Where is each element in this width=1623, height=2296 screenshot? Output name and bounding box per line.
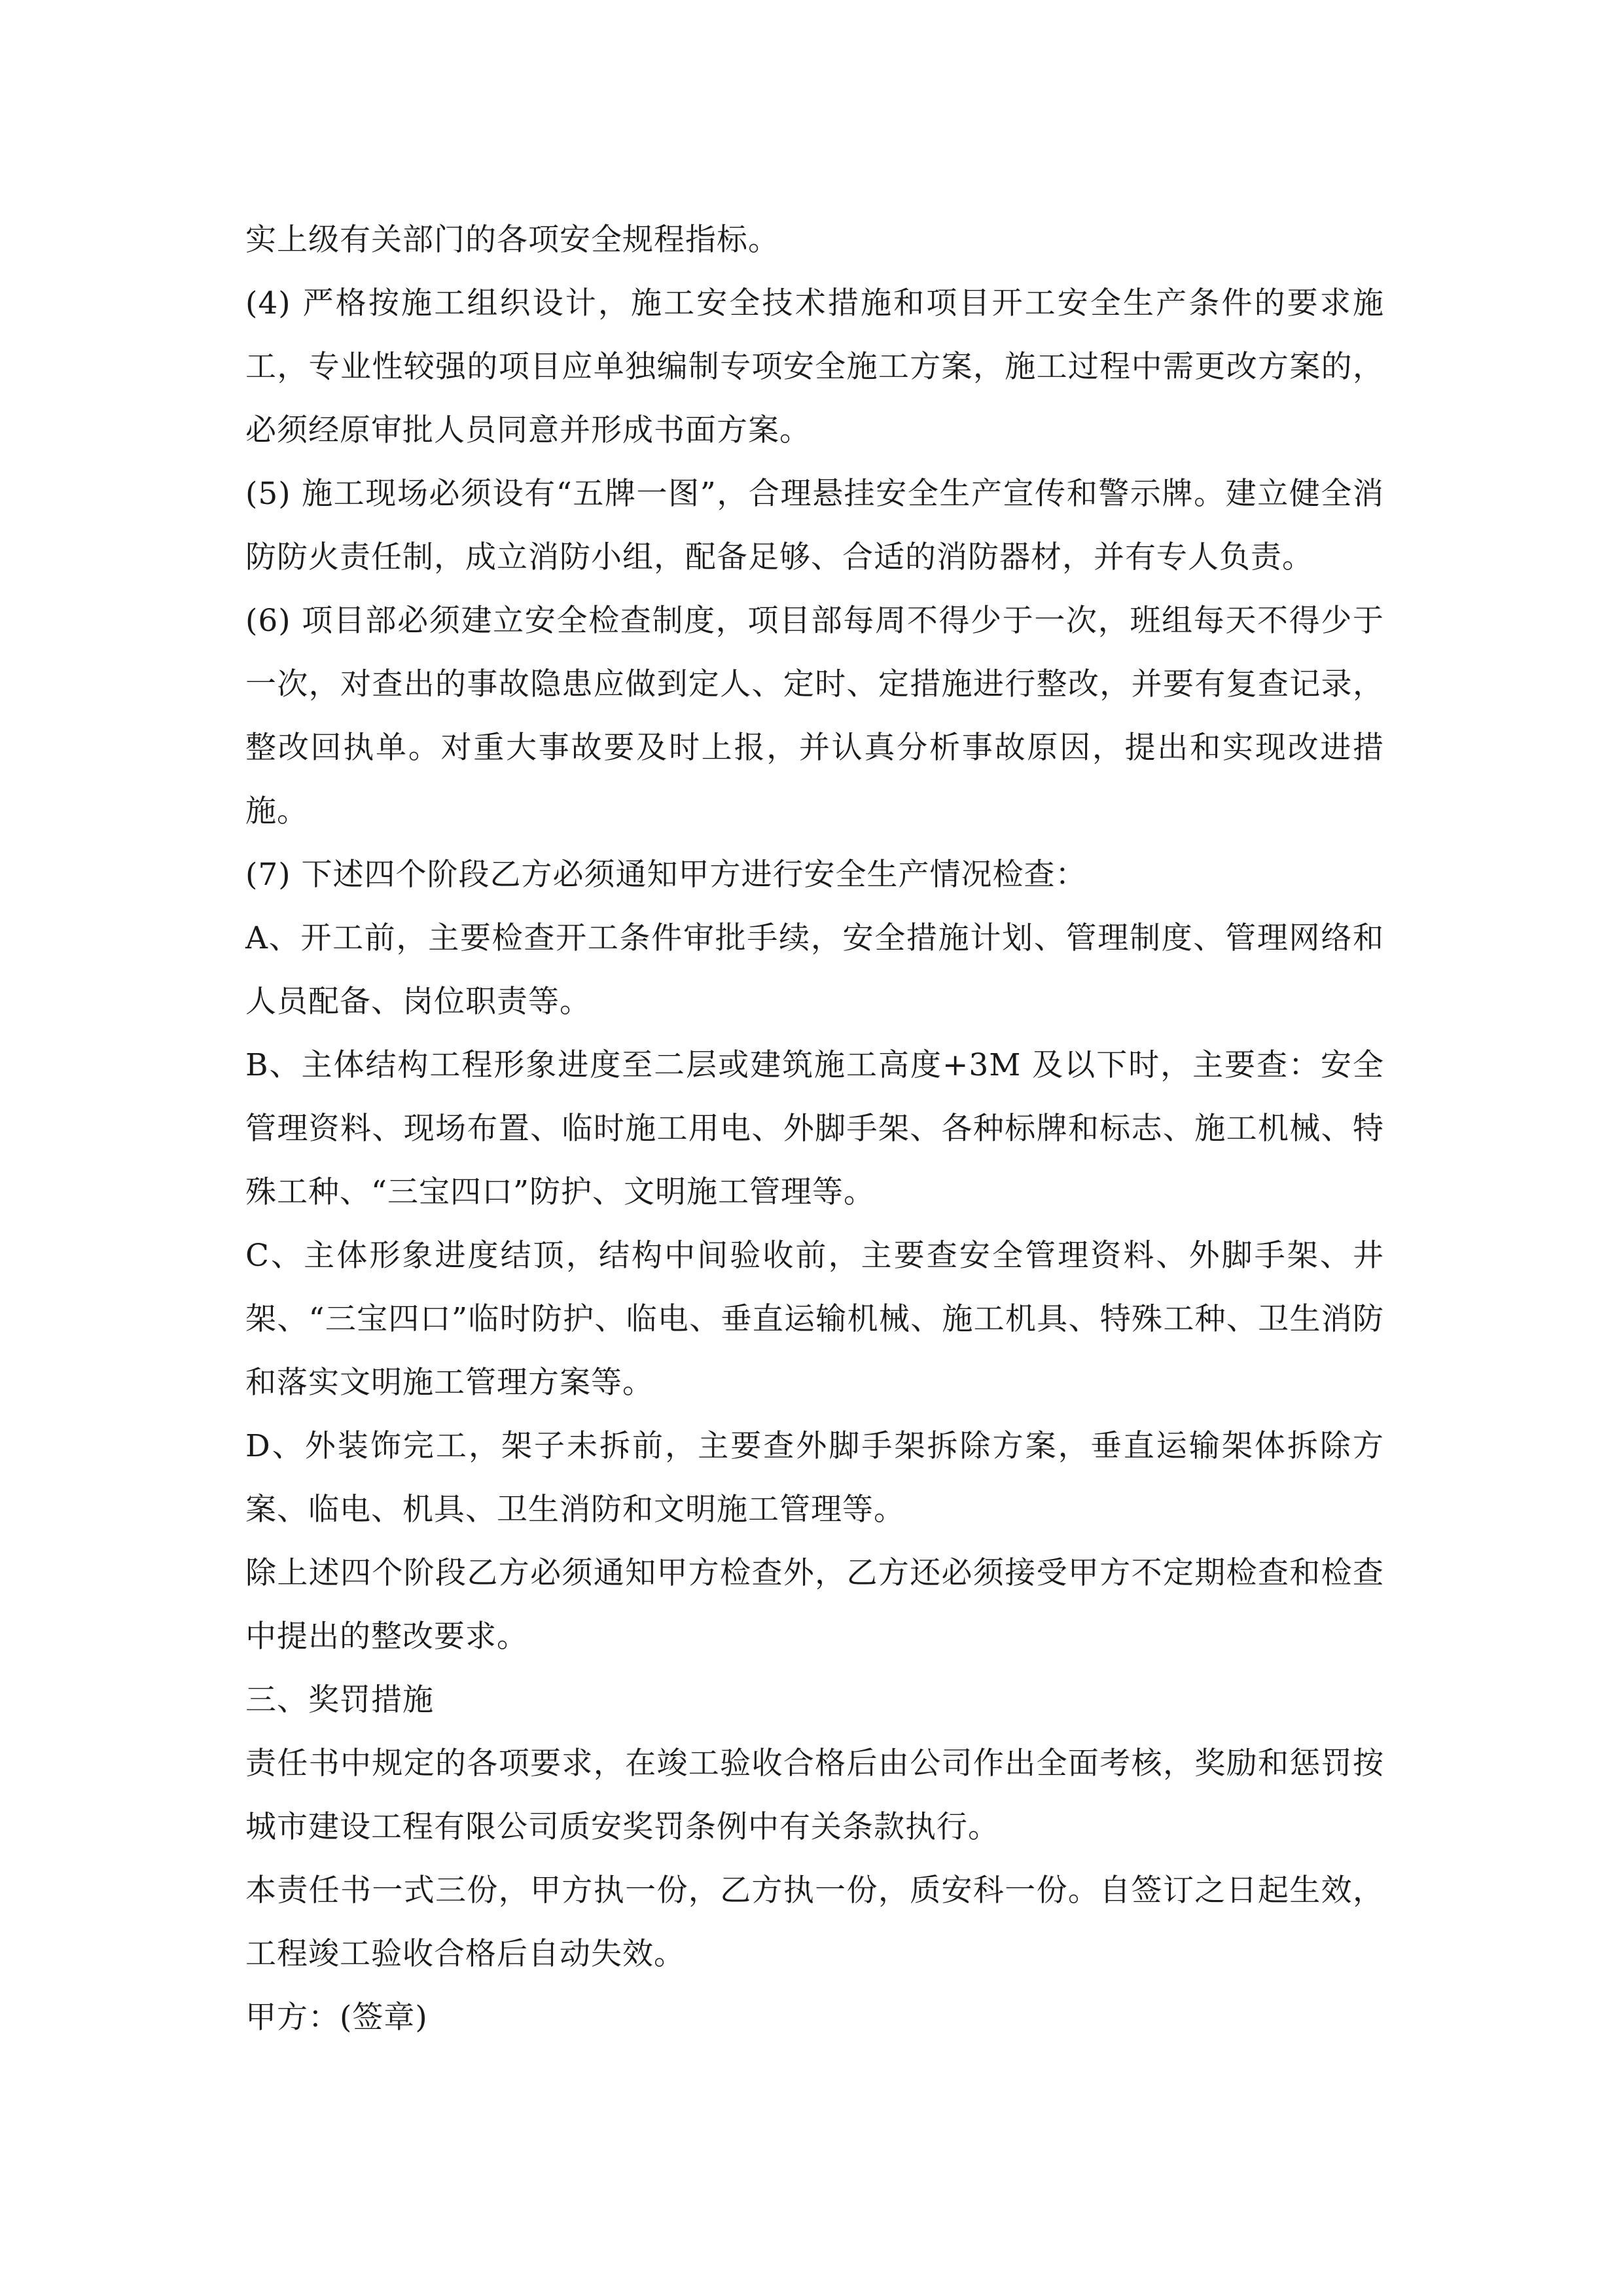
paragraph-additional-inspection: 除上述四个阶段乙方必须通知甲方检查外，乙方还必须接受甲方不定期检查和检查中提出的整改要求。 [245,1555,1384,1655]
paragraph-continuation: 实上级有关部门的各项安全规程指标。 [245,222,779,258]
paragraph-item-6: (6) 项目部必须建立安全检查制度，项目部每周不得少于一次，班组每天不得少于一次，对查出的事故隐患应做到定人、定时、定措施进行整改，并要有复查记录，整改回执单。对重大事故要及时上报，并认真分析事故原因，提出和实现改进措施。 [245,603,1384,829]
paragraph-copies-validity: 本责任书一式三份，甲方执一份，乙方执一份，质安科一份。自签订之日起生效，工程竣工验收合格后自动失效。 [245,1873,1384,1972]
paragraph-item-5: (5) 施工现场必须设有“五牌一图”，合理悬挂安全生产宣传和警示牌。建立健全消防防火责任制，成立消防小组，配备足够、合适的消防器材，并有专人负责。 [245,476,1384,575]
paragraph-stage-b: B、主体结构工程形象进度至二层或建筑施工高度+3M 及以下时，主要查：安全管理资料、现场布置、临时施工用电、外脚手架、各种标牌和标志、施工机械、特殊工种、“三宝四口”防护、文明施工管理等。 [245,1047,1384,1210]
paragraph-item-4: (4) 严格按施工组织设计，施工安全技术措施和项目开工安全生产条件的要求施工，专业性较强的项目应单独编制专项安全施工方案，施工过程中需更改方案的，必须经原审批人员同意并形成书面方案。 [245,285,1384,448]
paragraph-stage-a: A、开工前，主要检查开工条件审批手续，安全措施计划、管理制度、管理网络和人员配备、岗位职责等。 [245,920,1384,1020]
signature-party-a: 甲方：(签章) [245,2000,428,2036]
section-heading-rewards-penalties: 三、奖罚措施 [245,1682,434,1718]
paragraph-stage-d: D、外装饰完工，架子未拆前，主要查外脚手架拆除方案，垂直运输架体拆除方案、临电、机具、卫生消防和文明施工管理等。 [245,1428,1384,1528]
document-body [245,208,1384,2049]
paragraph-item-7: (7) 下述四个阶段乙方必须通知甲方进行安全生产情况检查： [245,857,1087,893]
paragraph-assessment: 责任书中规定的各项要求，在竣工验收合格后由公司作出全面考核，奖励和惩罚按城市建设工程有限公司质安奖罚条例中有关条款执行。 [245,1746,1384,1845]
paragraph-stage-c: C、主体形象进度结顶，结构中间验收前，主要查安全管理资料、外脚手架、井架、“三宝四口”临时防护、临电、垂直运输机械、施工机具、特殊工种、卫生消防和落实文明施工管理方案等。 [245,1238,1384,1401]
